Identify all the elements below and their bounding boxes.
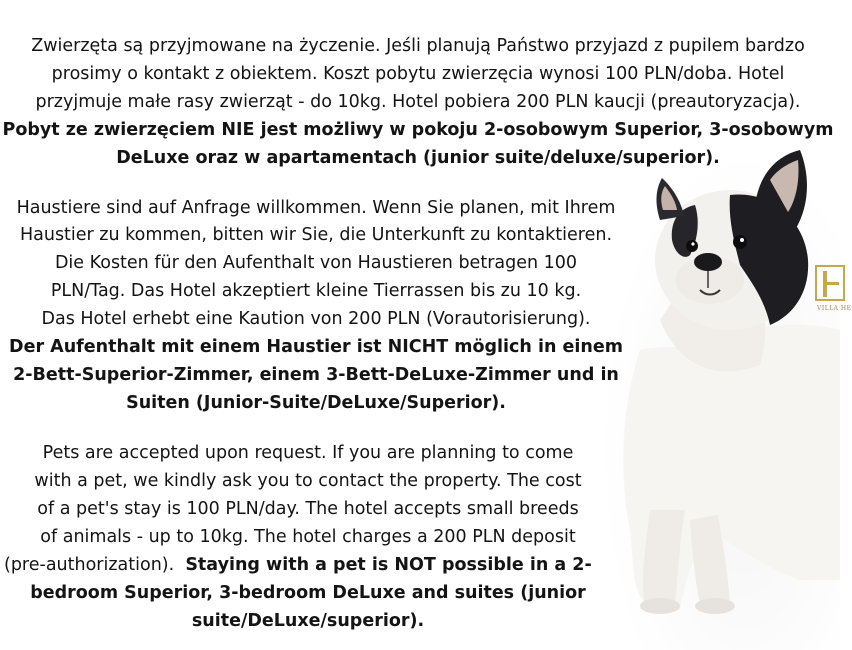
- english-line-3: of a pet's stay is 100 PLN/day. The hotel accepts small breeds: [37, 499, 579, 519]
- german-line-8: Suiten (Junior-Suite/DeLuxe/Superior).: [126, 393, 506, 413]
- german-line-7: 2-Bett-Superior-Zimmer, einem 3-Bett-DeLuxe-Zimmer und in: [13, 365, 619, 385]
- english-line-4: of animals - up to 10kg. The hotel charges a 200 PLN deposit: [40, 527, 576, 547]
- english-line-5: [4, 552, 592, 578]
- english-line-6: bedroom Superior, 3-bedroom DeLuxe and suites (junior: [30, 583, 586, 603]
- german-line-6: Der Aufenthalt mit einem Haustier ist NICHT möglich in einem: [9, 337, 623, 357]
- polish-line-2: prosimy o kontakt z obiektem. Koszt pobytu zwierzęcia wynosi 100 PLN/doba. Hotel: [51, 64, 785, 84]
- french-bulldog-illustration: [600, 150, 840, 650]
- english-line-5-bold: Staying with a pet is NOT possible in a 2-: [185, 555, 592, 575]
- hotel-logo: [815, 265, 852, 325]
- german-line-4: PLN/Tag. Das Hotel akzeptiert kleine Tierrassen bis zu 10 kg.: [50, 281, 582, 301]
- polish-line-3: przyjmuje małe rasy zwierząt - do 10kg. Hotel pobiera 200 PLN kaucji (preautoryzacja).: [35, 92, 801, 112]
- english-line-5-regular: (pre-authorization).: [4, 555, 175, 575]
- german-line-5: Das Hotel erhebt eine Kaution von 200 PLN (Vorautorisierung).: [41, 309, 591, 329]
- polish-line-4: Pobyt ze zwierzęciem NIE jest możliwy w pokoju 2-osobowym Superior, 3-osobowym: [2, 120, 834, 140]
- french-bulldog-photo: [600, 150, 840, 650]
- hotel-logo-text: VILLA HE: [817, 305, 852, 312]
- english-line-7: suite/DeLuxe/superior).: [191, 611, 425, 631]
- english-line-2: with a pet, we kindly ask you to contact the property. The cost: [34, 471, 582, 491]
- english-line-1: Pets are accepted upon request. If you are planning to come: [42, 443, 574, 463]
- german-line-2: Haustier zu kommen, bitten wir Sie, die Unterkunft zu kontaktieren.: [19, 225, 613, 245]
- polish-line-1: Zwierzęta są przyjmowane na życzenie. Jeśli planują Państwo przyjazd z pupilem bardzo: [31, 36, 805, 56]
- hotel-logo-mark: [815, 265, 845, 301]
- polish-line-5: DeLuxe oraz w apartamentach (junior suite/deluxe/superior).: [116, 148, 720, 168]
- german-line-3: Die Kosten für den Aufenthalt von Haustieren betragen 100: [54, 253, 578, 273]
- german-line-1: Haustiere sind auf Anfrage willkommen. Wenn Sie planen, mit Ihrem: [16, 198, 616, 218]
